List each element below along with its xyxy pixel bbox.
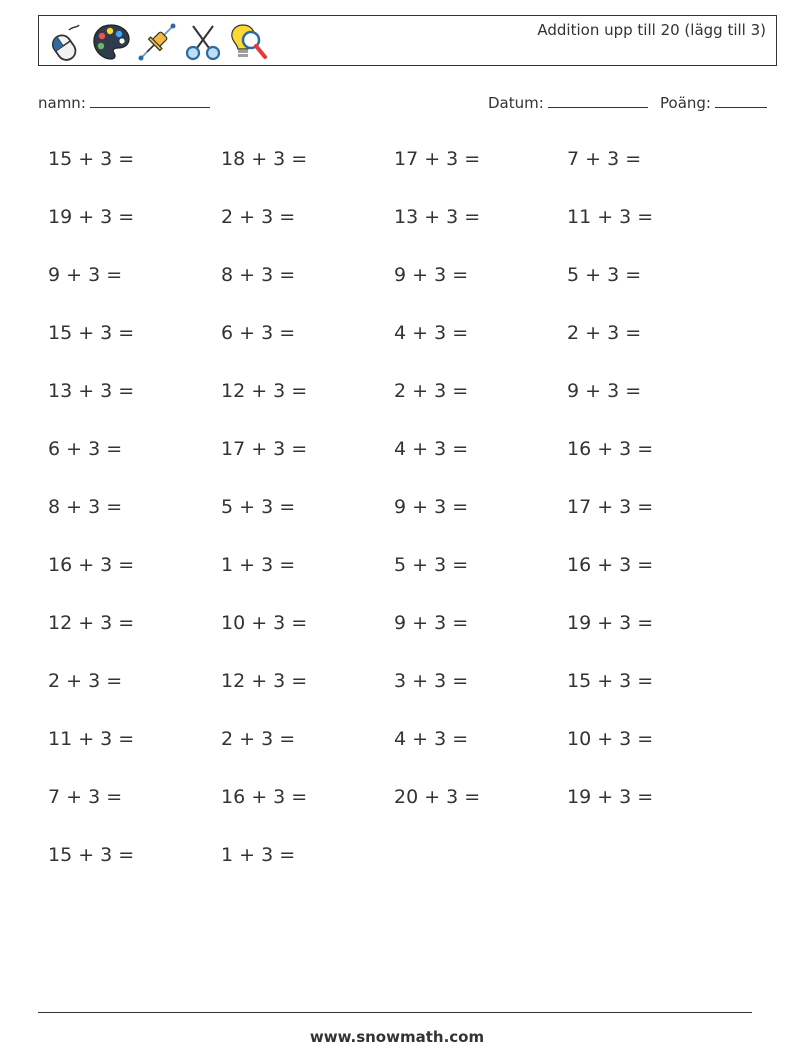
problem-item: 12 + 3 = [221,670,308,692]
problem-item: 11 + 3 = [48,728,135,750]
problem-item: 17 + 3 = [394,148,481,170]
problem-item: 2 + 3 = [221,728,296,750]
name-label: namn: [38,94,86,112]
palette-icon [91,22,131,62]
problem-item: 10 + 3 = [567,728,654,750]
problem-item: 19 + 3 = [48,206,135,228]
problem-item: 2 + 3 = [567,322,642,344]
problem-item: 9 + 3 = [394,612,469,634]
problem-item: 15 + 3 = [48,148,135,170]
problem-item: 16 + 3 = [567,554,654,576]
problem-item: 13 + 3 = [48,380,135,402]
problem-item: 4 + 3 = [394,322,469,344]
problem-item: 13 + 3 = [394,206,481,228]
problem-item: 12 + 3 = [221,380,308,402]
problem-item: 15 + 3 = [567,670,654,692]
problem-item: 16 + 3 = [221,786,308,808]
mouse-icon [45,22,85,62]
problem-item: 12 + 3 = [48,612,135,634]
scissors-icon [183,22,223,62]
problem-item: 6 + 3 = [221,322,296,344]
problem-item: 4 + 3 = [394,728,469,750]
problem-item: 9 + 3 = [394,264,469,286]
problem-item: 2 + 3 = [394,380,469,402]
problem-item: 4 + 3 = [394,438,469,460]
name-blank[interactable] [90,106,210,108]
problem-item: 16 + 3 = [48,554,135,576]
problem-item: 5 + 3 = [221,496,296,518]
problem-item: 8 + 3 = [221,264,296,286]
footer-divider [38,1012,752,1013]
problem-item: 8 + 3 = [48,496,123,518]
problem-item: 3 + 3 = [394,670,469,692]
name-field[interactable] [38,94,210,112]
problem-item: 9 + 3 = [48,264,123,286]
date-blank[interactable] [548,106,648,108]
problem-item: 5 + 3 = [567,264,642,286]
problem-item: 9 + 3 = [394,496,469,518]
score-blank[interactable] [715,106,767,108]
icon-row [45,22,269,62]
magnifier-bulb-icon [229,22,269,62]
score-label: Poäng: [660,94,711,112]
problem-item: 5 + 3 = [394,554,469,576]
problem-item: 15 + 3 = [48,322,135,344]
problem-item: 18 + 3 = [221,148,308,170]
problem-item: 1 + 3 = [221,554,296,576]
footer-url[interactable]: www.snowmath.com [309,1028,485,1046]
problem-item: 17 + 3 = [567,496,654,518]
worksheet-title: Addition upp till 20 (lägg till 3) [537,21,766,39]
date-field[interactable] [488,94,648,112]
problem-item: 1 + 3 = [221,844,296,866]
problem-item: 16 + 3 = [567,438,654,460]
problem-item: 2 + 3 = [48,670,123,692]
problem-item: 19 + 3 = [567,612,654,634]
worksheet-header [38,15,777,66]
problem-item: 19 + 3 = [567,786,654,808]
problem-item: 11 + 3 = [567,206,654,228]
problem-item: 6 + 3 = [48,438,123,460]
pin-icon [137,22,177,62]
problem-item: 20 + 3 = [394,786,481,808]
problem-item: 7 + 3 = [567,148,642,170]
problem-item: 2 + 3 = [221,206,296,228]
score-field[interactable] [660,94,767,112]
problem-item: 9 + 3 = [567,380,642,402]
problem-item: 15 + 3 = [48,844,135,866]
date-label: Datum: [488,94,544,112]
problem-item: 17 + 3 = [221,438,308,460]
problem-item: 10 + 3 = [221,612,308,634]
problem-item: 7 + 3 = [48,786,123,808]
